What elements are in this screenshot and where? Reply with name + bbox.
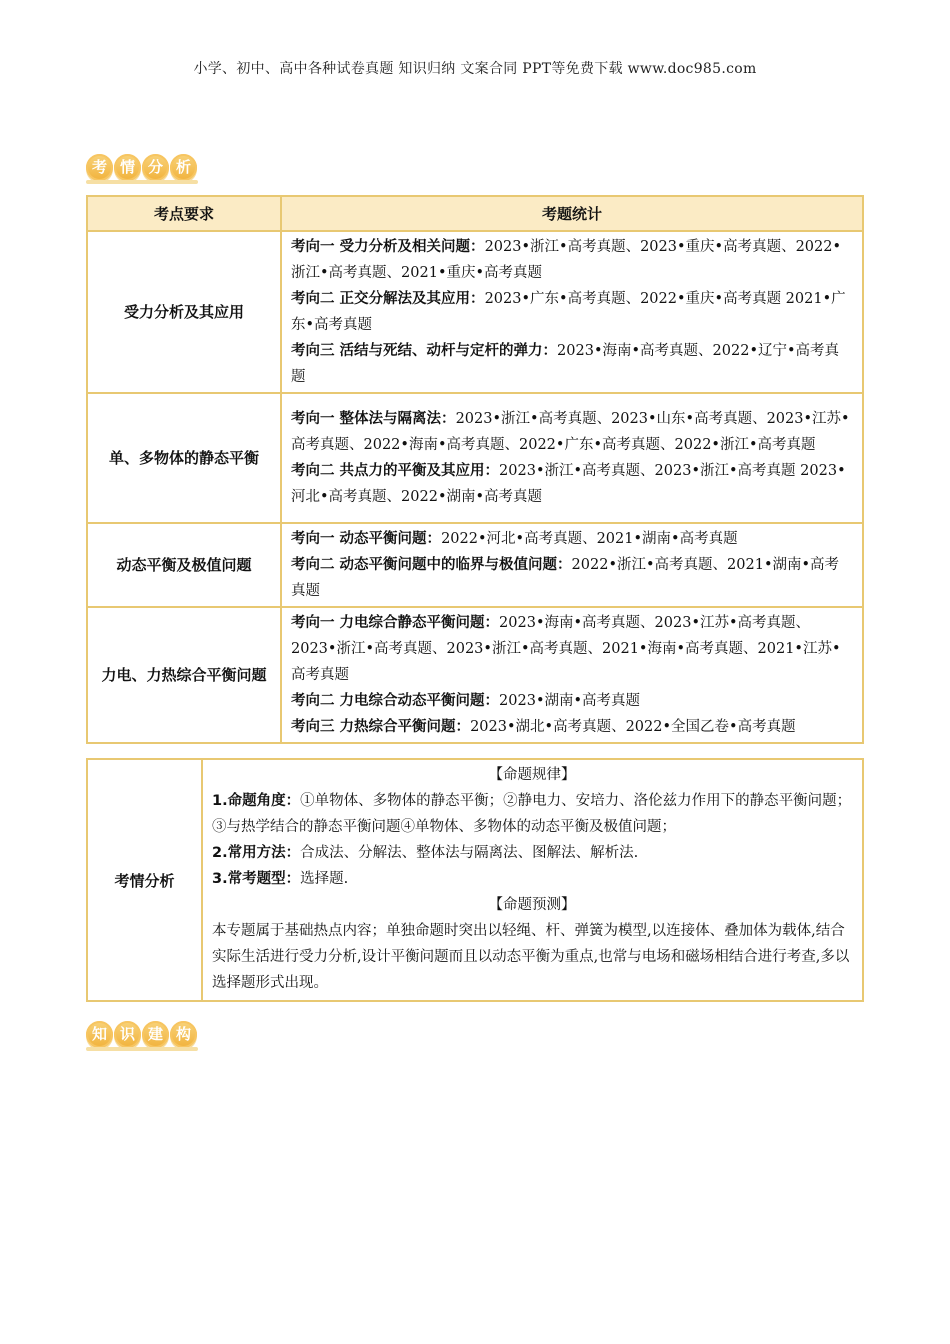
analysis-head-cell: 考情分析 [87,759,202,1001]
point-label: 3.常考题型： [212,871,301,887]
table-header-row [87,196,863,231]
badge-char: 考 [86,154,113,181]
point-label: 2.常用方法： [212,845,301,861]
direction-text: 2023•湖南•高考真题 [499,693,641,709]
column-header: 考点要求 [87,196,281,231]
point-text: 合成法、分解法、整体法与隔离法、图解法、解析法. [300,845,639,861]
direction-item [291,552,850,604]
direction-text: 2022•浙江•高考真题、2021•湖南•高考真题 [291,557,840,599]
analysis-table [86,758,864,1002]
point-text: 选择题. [300,871,349,887]
badge-char: 情 [114,154,141,181]
badge-char: 知 [86,1021,113,1048]
items-cell [281,523,863,607]
direction-label: 考向三 活结与死结、动杆与定杆的弹力： [291,343,558,359]
direction-label: 考向二 动态平衡问题中的临界与极值问题： [291,557,572,573]
exam-stats-table [86,195,864,744]
analysis-body-cell [202,759,863,1001]
badge-char: 识 [114,1021,141,1048]
analysis-point [212,788,852,840]
badge-char: 分 [142,154,169,181]
badge-char: 建 [142,1021,169,1048]
analysis-point [212,866,852,892]
direction-label: 考向二 共点力的平衡及其应用： [291,463,500,479]
table-row [87,231,863,393]
badge-char: 析 [170,154,197,181]
topic-cell: 动态平衡及极值问题 [87,523,281,607]
direction-text: 2023•浙江•高考真题、2023•浙江•高考真题 2023•河北•高考真题、2022•湖南•高考真题 [291,463,846,505]
direction-text: 2023•海南•高考真题、2022•辽宁•高考真题 [291,343,840,385]
items-cell [281,607,863,743]
topic-cell: 单、多物体的静态平衡 [87,393,281,523]
section-badge-zhishi [86,1021,197,1048]
topic-cell: 力电、力热综合平衡问题 [87,607,281,743]
site-header: 小学、初中、高中各种试卷真题 知识归纳 文案合同 PPT等免费下载 www.doc985.com [193,61,757,77]
badge-underline [86,180,198,184]
items-cell [281,231,863,393]
direction-item [291,610,850,688]
section-badge-kaoqing [86,154,197,181]
direction-label: 考向一 力电综合静态平衡问题： [291,615,500,631]
forecast-text: 本专题属于基础热点内容；单独命题时突出以轻绳、杆、弹簧为模型,以连接体、叠加体为载体,结合实际生活进行受力分析,设计平衡问题而且以动态平衡为重点,也常与电场和磁场相结合进行考查,多以选择题形式出现。 [212,923,850,991]
analysis-point [212,840,852,866]
direction-item [291,688,850,714]
direction-text: 2023•湖北•高考真题、2022•全国乙卷•高考真题 [470,719,796,735]
direction-text: 2022•河北•高考真题、2021•湖南•高考真题 [441,531,738,547]
direction-text: 2023•海南•高考真题、2023•江苏•高考真题、2023•浙江•高考真题、2023•浙江•高考真题、2021•海南•高考真题、2021•江苏•高考真题 [291,615,841,683]
direction-text: 2023•广东•高考真题、2022•重庆•高考真题 2021•广东•高考真题 [291,291,846,333]
point-text: ①单物体、多物体的静态平衡；②静电力、安培力、洛伦兹力作用下的静态平衡问题；③与热学结合的静态平衡问题④单物体、多物体的动态平衡及极值问题； [212,793,852,835]
direction-item [291,338,850,390]
forecast-title: 【命题预测】 [488,897,576,913]
direction-item [291,458,850,510]
table-row [87,393,863,523]
column-header: 考题统计 [281,196,863,231]
direction-item [291,234,850,286]
point-label: 1.命题角度： [212,793,301,809]
topic-cell: 受力分析及其应用 [87,231,281,393]
direction-label: 考向一 动态平衡问题： [291,531,442,547]
direction-item [291,406,850,458]
table-row [87,759,863,1001]
items-cell [281,393,863,523]
badge-char: 构 [170,1021,197,1048]
direction-label: 考向二 正交分解法及其应用： [291,291,485,307]
direction-label: 考向三 力热综合平衡问题： [291,719,471,735]
direction-text: 2023•浙江•高考真题、2023•重庆•高考真题、2022•浙江•高考真题、2021•重庆•高考真题 [291,239,842,281]
direction-item [291,714,850,740]
badge-underline [86,1047,198,1051]
rule-title: 【命题规律】 [488,767,576,783]
direction-label: 考向二 力电综合动态平衡问题： [291,693,500,709]
direction-label: 考向一 整体法与隔离法： [291,411,456,427]
direction-item [291,526,850,552]
direction-text: 2023•浙江•高考真题、2023•山东•高考真题、2023•江苏•高考真题、2022•海南•高考真题、2022•广东•高考真题、2022•浙江•高考真题 [291,411,850,453]
table-row [87,523,863,607]
table-row [87,607,863,743]
direction-item [291,286,850,338]
direction-label: 考向一 受力分析及相关问题： [291,239,485,255]
